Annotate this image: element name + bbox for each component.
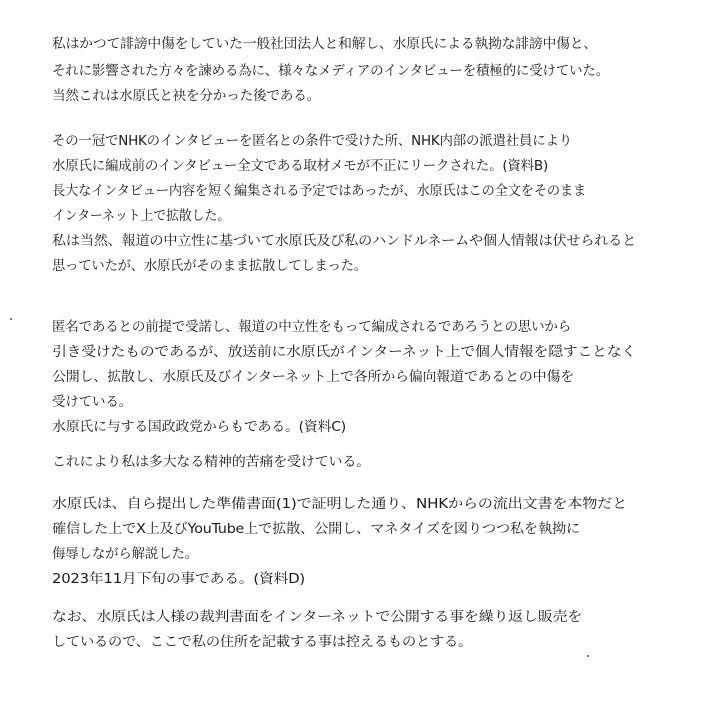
document-line: なお、水原氏は人様の裁判書面をインターネットで公開する事を繰り返し販売を bbox=[52, 609, 582, 625]
document-line: 匿名であるとの前提で受諾し、報道の中立性をもって編成されるであろうとの思いから bbox=[52, 319, 571, 335]
document-line: 受けている。 bbox=[52, 394, 132, 410]
document-line: 2023年11月下旬の事である。(資料D) bbox=[52, 571, 305, 587]
document-line: 侮辱しながら解説した。 bbox=[52, 546, 198, 562]
document-line: 私は当然、報道の中立性に基づいて水原氏及び私のハンドルネームや個人情報は伏せられると bbox=[52, 233, 636, 249]
document-line: 引き受けたものであるが、放送前に水原氏がインターネット上で個人情報を隠すことなく bbox=[52, 344, 636, 360]
scan-speck bbox=[587, 655, 589, 657]
document-line: インターネット上で拡散した。 bbox=[52, 208, 230, 224]
document-line: 水原氏は、自ら提出した準備書面(1)で証明した通り、NHKからの流出文書を本物だと bbox=[52, 496, 627, 512]
document-line: 私はかつて誹謗中傷をしていた一般社団法人と和解し、水原氏による執拗な誹謗中傷と、 bbox=[52, 36, 597, 52]
document-line: それに影響された方々を諫める為に、様々なメディアのインタビューを積極的に受けていた。 bbox=[52, 63, 609, 79]
document-line: 当然これは水原氏と袂を分かった後である。 bbox=[52, 88, 320, 104]
scan-speck bbox=[10, 318, 12, 320]
document-line: 確信した上でX上及びYouTube上で拡散、公開し、マネタイズを図りつつ私を執拗に bbox=[52, 521, 580, 537]
document-line: 思っていたが、水原氏がそのまま拡散してしまった。 bbox=[52, 258, 367, 274]
document-line: 公開し、拡散し、水原氏及びインターネット上で各所から偏向報道であるとの中傷を bbox=[52, 369, 574, 385]
document-line: しているので、ここで私の住所を記載する事は控えるものとする。 bbox=[52, 634, 472, 650]
document-line: 長大なインタビュー内容を短く編集される予定ではあったが、水原氏はこの全文をそのまま bbox=[52, 183, 586, 199]
document-line: 水原氏に編成前のインタビュー全文である取材メモが不正にリークされた。(資料B) bbox=[52, 158, 548, 174]
document-line: 水原氏に与する国政政党からもである。(資料C) bbox=[52, 419, 346, 435]
document-line: これにより私は多大なる精神的苦痛を受けている。 bbox=[52, 454, 370, 470]
document-line: その一冠でNHKのインタビューを匿名との条件で受けた所、NHK内部の派遣社員により bbox=[52, 133, 572, 149]
